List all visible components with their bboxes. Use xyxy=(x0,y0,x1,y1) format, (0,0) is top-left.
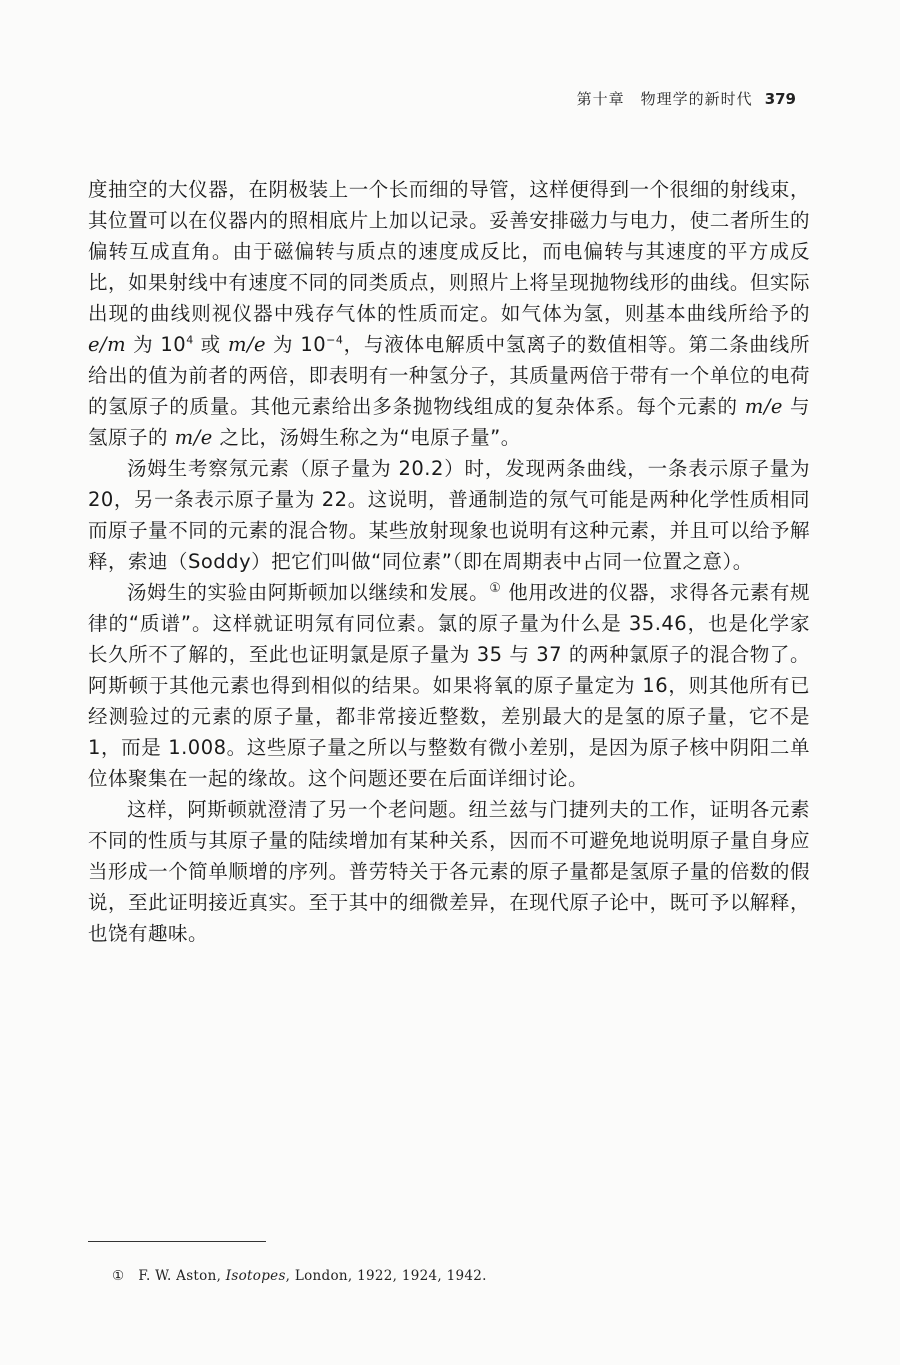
footnote-divider xyxy=(88,1241,266,1242)
paragraph xyxy=(88,794,810,949)
text-run: 或 xyxy=(193,333,228,356)
body-text xyxy=(88,174,810,949)
text-run: 为 10 xyxy=(266,333,327,356)
italic-term: m/e xyxy=(227,333,267,356)
chapter-title: 第十章 物理学的新时代 xyxy=(576,90,753,108)
superscript: 4 xyxy=(186,333,194,347)
running-head xyxy=(577,88,796,109)
italic-term: m/e xyxy=(174,426,213,449)
footnote-reference: ① xyxy=(489,581,502,596)
italic-term: e/m xyxy=(88,333,127,356)
text-run: 汤姆生的实验由阿斯顿加以继续和发展。 xyxy=(127,581,490,604)
superscript: −4 xyxy=(326,333,344,347)
paragraph xyxy=(88,577,810,794)
paragraph xyxy=(88,453,810,577)
text-run: ，与液体电解质中氢离子的数值相等。第二条曲线所给出的值为前者的两倍，即表明有一种氢分子，其质量两倍于带有一个单位的电荷的氢原子的质量。其他元素给出多条抛物线组成的复杂体系。每个元素的 xyxy=(88,333,810,418)
text-run: 度抽空的大仪器，在阴极装上一个长而细的导管，这样便得到一个很细的射线束，其位置可以在仪器内的照相底片上加以记录。妥善安排磁力与电力，使二者所生的偏转互成直角。由于磁偏转与质点的速度成反比，而电偏转与其速度的平方成反比，如果射线中有速度不同的同类质点，则照片上将呈现抛物线形的曲线。但实际出现的曲线则视仪器中残存气体的性质而定。如气体为氢，则基本曲线所给予的 xyxy=(88,178,810,325)
text-run: 这样，阿斯顿就澄清了另一个老问题。纽兰兹与门捷列夫的工作，证明各元素不同的性质与其原子量的陆续增加有某种关系，因而不可避免地说明原子量自身应当形成一个简单顺增的序列。普劳特关于各元素的原子量都是氢原子量的倍数的假说，至此证明接近真实。至于其中的细微差异，在现代原子论中，既可予以解释，也饶有趣味。 xyxy=(88,798,810,945)
footnote-marker: ① xyxy=(112,1268,125,1284)
text-run: 与氢原子的 xyxy=(88,395,810,449)
footnote-author: F. W. Aston, xyxy=(138,1268,226,1284)
text-run: 汤姆生考察氖元素（原子量为 20.2）时，发现两条曲线，一条表示原子量为 20，另一条表示原子量为 22。这说明，普通制造的氖气可能是两种化学性质相同而原子量不同的元素的混合物。某些放射现象也说明有这种元素，并且可以给予解释，索迪（Soddy）把它们叫做“同位素”（即在周期表中占同一位置之意）。 xyxy=(88,457,810,573)
footnote-book-title: Isotopes xyxy=(225,1268,286,1284)
footnote xyxy=(112,1268,487,1284)
text-run: 为 10 xyxy=(126,333,187,356)
paragraph xyxy=(88,174,810,453)
italic-term: m/e xyxy=(744,395,783,418)
page-number: 379 xyxy=(764,90,796,108)
text-run: 之比，汤姆生称之为“电原子量”。 xyxy=(212,426,521,449)
text-run: 他用改进的仪器，求得各元素有规律的“质谱”。这样就证明氖有同位素。氯的原子量为什么是 35.46，也是化学家长久所不了解的，至此也证明氯是原子量为 35 与 37 的两种氯原子的混合物了。阿斯顿于其他元素也得到相似的结果。如果将氧的原子量定为 16，则其他所有已经测验过的元素的原子量，都非常接近整数，差别最大的是氢的原子量，它不是 1，而是 1.008。这些原子量之所以与整数有微小差别，是因为原子核中阴阳二单位体聚集在一起的缘故。这个问题还要在后面详细讨论。 xyxy=(88,581,810,790)
footnote-publication: , London, 1922, 1924, 1942. xyxy=(285,1268,487,1284)
